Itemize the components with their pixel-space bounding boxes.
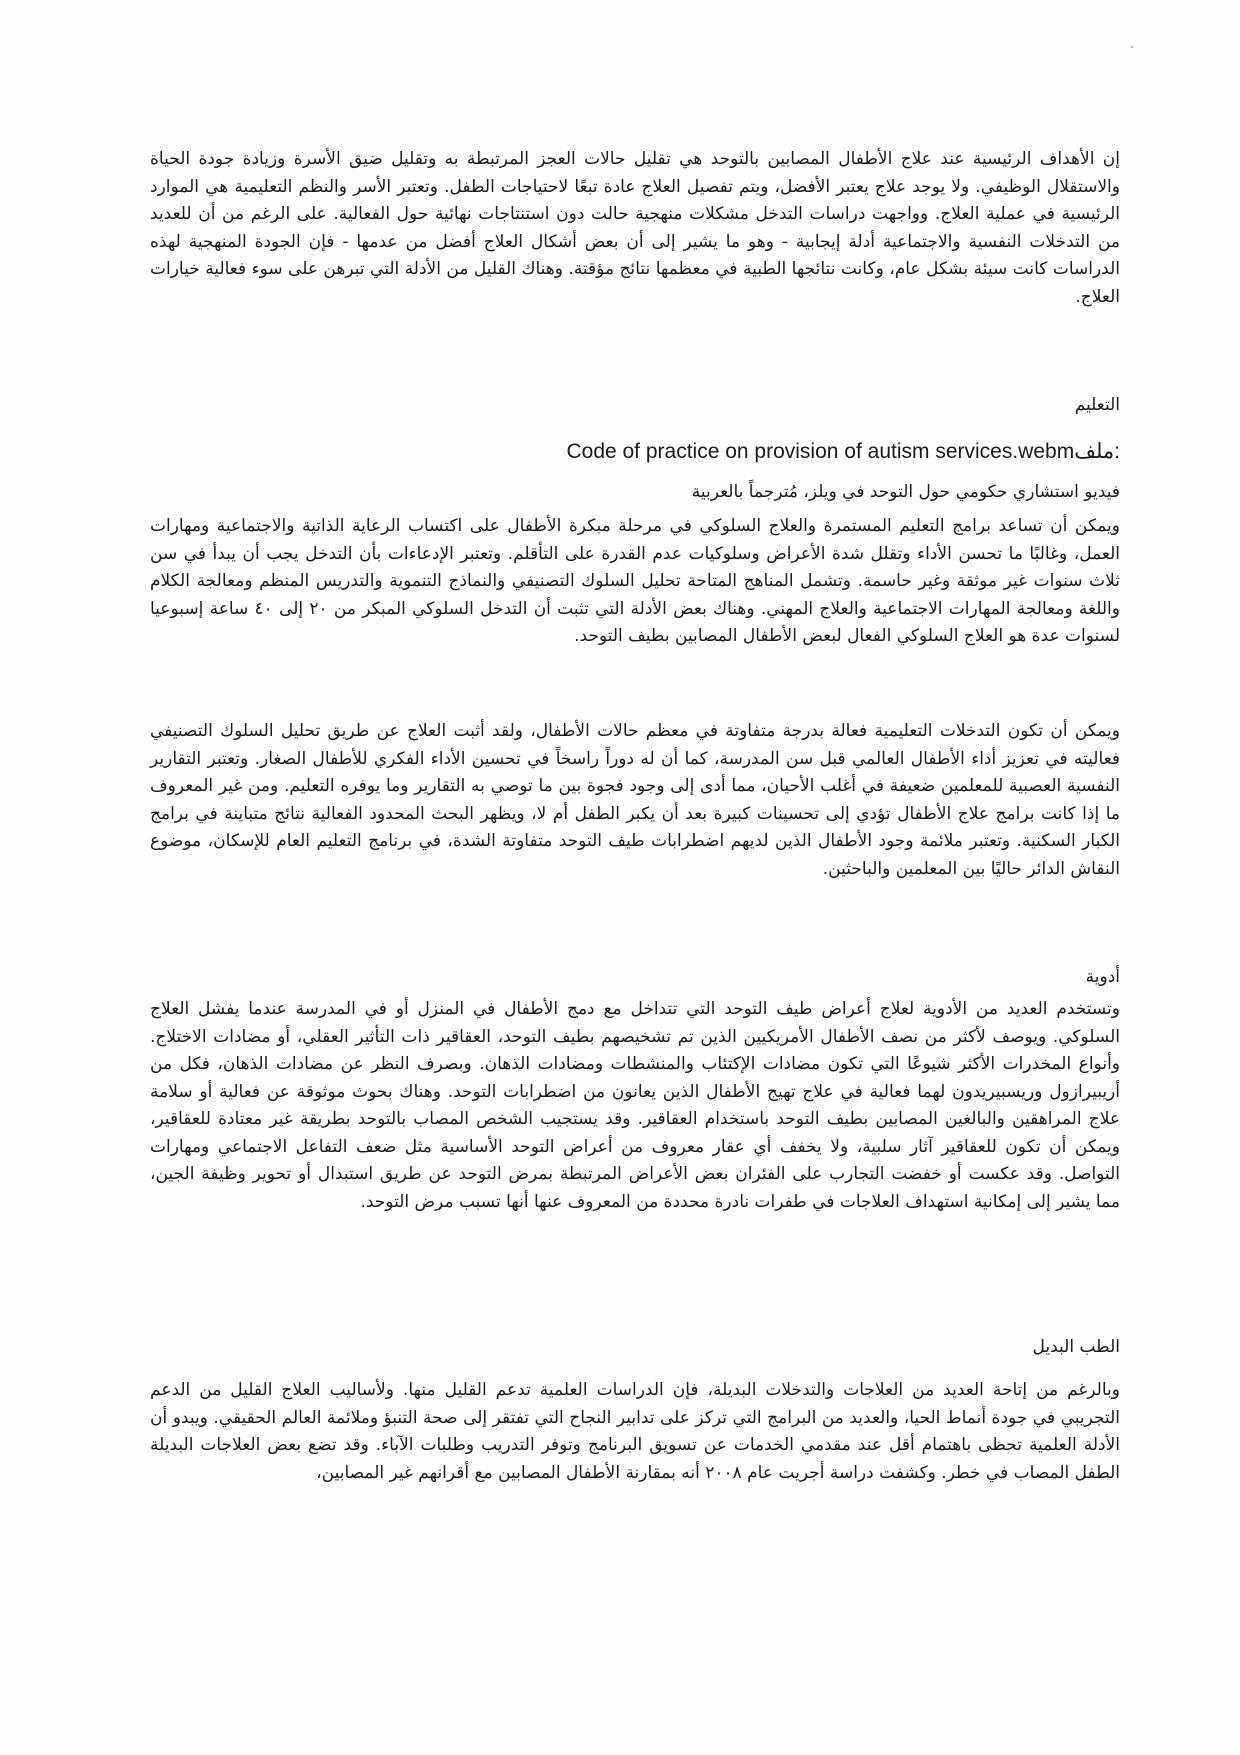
education-paragraph-1: ويمكن أن تساعد برامج التعليم المستمرة والعلاج السلوكي في مرحلة مبكرة الأطفال على اكتساب الرعاية الذاتية والاجتماعية ومهارات العمل، وغالبًا ما تحسن الأداء وتقلل شدة الأعراض وسلوكيات عدم القدرة على التأقلم. وتعتبر الإدعاءات بأن التدخل يجب أن يبدأ في سن ثلاث سنوات غير موثقة وغير حاسمة. وتشمل المناهج المتاحة تحليل السلوك التصنيفي والنماذج التنموية والتدريس المنظم ومعالجة الكلام واللغة ومعالجة المهارات الاجتماعية والعلاج المهني. وهناك بعض الأدلة التي تثبت أن التدخل السلوكي المبكر من ٢٠ إلى ٤٠ ساعة إسبوعيا لسنوات عدة هو العلاج السلوكي الفعال لبعض الأطفال المصابين بطيف التوحد. [150,516,1120,646]
alternative-medicine-heading-block [150,1335,1120,1359]
video-file-line[interactable] [150,438,1120,466]
medications-paragraph-block [150,996,1120,1216]
intro-paragraph: إن الأهداف الرئيسية عند علاج الأطفال المصابين بالتوحد هي تقليل حالات العجز المرتبطة به وتقليل ضيق الأسرة وزيادة جودة الحياة والاستقلال الوظيفي. ولا يوجد علاج يعتبر الأفضل، ويتم تفصيل العلاج عادة تبعًا لاحتياجات الطفل. وتعتبر الأسر والنظم التعليمية هي الموارد الرئيسية في عملية العلاج. وواجهت دراسات التدخل مشكلات منهجية حالت دون استنتاجات نهائية حول الفعالية. على الرغم من أن للعديد من التدخلات النفسية والاجتماعية أدلة إيجابية - وهو ما يشير إلى أن بعض أشكال العلاج أفضل من عدمها - فإن الجودة المنهجية لهذه الدراسات كانت سيئة بشكل عام، وكانت نتائجها الطبية في معظمها نتائج مؤقتة. وهناك القليل من الأدلة التي تبرهن على سوء فعالية خيارات العلاج. [150,149,1120,307]
education-heading: التعليم [1074,395,1120,415]
intro-section [150,146,1120,311]
education-section [150,393,1120,417]
education-paragraph-2: ويمكن أن تكون التدخلات التعليمية فعالة بدرجة متفاوتة في معظم حالات الأطفال، ولقد أثبت العلاج عن طريق تحليل السلوك التصنيفي فعاليته في تعزيز أداء الأطفال العالمي قبل سن المدرسة، كما أن له دوراً راسخاً في تحسين الأداء الفكري للأطفال الصغار. وتعتبر التقارير النفسية العصبية للمعلمين ضعيفة في أغلب الأحيان، مما أدى إلى وجود فجوة بين ما توصي به التقارير وما يوفره التعليم. ومن غير المعروف ما إذا كانت برامج علاج الأطفال تؤدي إلى تحسينات كبيرة بعد أن يكبر الطفل أم لا، ويظهر البحث المحدود الفعالية نتائج متباينة في برامج الكبار السكنية. وتعتبر ملائمة وجود الأطفال الذين لديهم اضطرابات طيف التوحد متفاوتة الشدة، في برنامج التعليم العام للإسكان، موضوع النقاش الدائر حاليًا بين المعلمين والباحثين. [150,721,1120,879]
video-file-name[interactable]: Code of practice on provision of autism services.webm [566,440,1075,463]
medications-heading: أدوية [1085,967,1120,987]
medications-heading-block [150,965,1120,989]
alternative-medicine-heading: الطب البديل [1032,1337,1120,1357]
video-caption-block [150,480,1120,504]
scan-speck [1131,46,1133,48]
alternative-medicine-paragraph: وبالرغم من إتاحة العديد من العلاجات والتدخلات البديلة، فإن الدراسات العلمية تدعم القليل منها. ولأساليب العلاج القليل من الدعم التجريبي في جودة أنماط الحيا، والعديد من البرامج التي تركز على تدابير النجاح التي تفتقر إلى صحة التنبؤ وملائمة العالم الحقيقي. ويبدو أن الأدلة العلمية تحظى باهتمام أقل عند مقدمي الخدمات عن تسويق البرنامج وتوفر التدريب وطلبات الآباء. وقد تضع بعض العلاجات البديلة الطفل المصاب في خطر. وكشفت دراسة أجريت عام ٢٠٠٨ أنه بمقارنة الأطفال المصابين مع أقرانهم غير المصابين، [150,1380,1120,1483]
alternative-medicine-paragraph-block [150,1377,1120,1487]
video-file-reference [150,438,1120,466]
education-paragraph-1-block [150,513,1120,651]
medications-paragraph: وتستخدم العديد من الأدوية لعلاج أعراض طيف التوحد التي تتداخل مع دمج الأطفال في المنزل أو في المدرسة عندما يفشل العلاج السلوكي. ويوصف لأكثر من نصف الأطفال الأمريكيين الذين تم تشخيصهم بطيف التوحد، العقاقير ذات التأثير العقلي، أو مضادات الاختلاج. وأنواع المخدرات الأكثر شيوعًا التي تكون مضادات الإكتئاب والمنشطات ومضادات الذهان. وبصرف النظر عن مضادات الذهان، فكل من أريبيرازول وريسبيريدون لهما فعالية في علاج تهيج الأطفال الذين يعانون من اضطرابات التوحد. وهناك بحوث موثوقة عن فعالية أو سلامة علاج المراهقين والبالغين المصابين بطيف التوحد باستخدام العقاقير. وقد يستجيب الشخص المصاب بالتوحد بطريقة غير معتادة للعقاقير، ويمكن أن تكون للعقاقير آثار سلبية، ولا يخفف أي عقار معروف من أعراض التوحد الأساسية مثل ضعف التفاعل الاجتماعي ومهارات التواصل. وقد عكست أو خفضت التجارب على الفئران بعض الأعراض المرتبطة بمرض التوحد عن طريق استبدال أو تحوير وظيفة الجين، مما يشير إلى إمكانية استهداف العلاجات في طفرات نادرة محددة من المعروف عنها أنها تسبب مرض التوحد. [150,999,1120,1212]
video-title: فيديو استشاري حكومي حول التوحد في ويلز، مُترجماً بالعربية [691,482,1120,502]
video-file-label: ملف: [1074,440,1120,463]
education-paragraph-2-block [150,718,1120,883]
